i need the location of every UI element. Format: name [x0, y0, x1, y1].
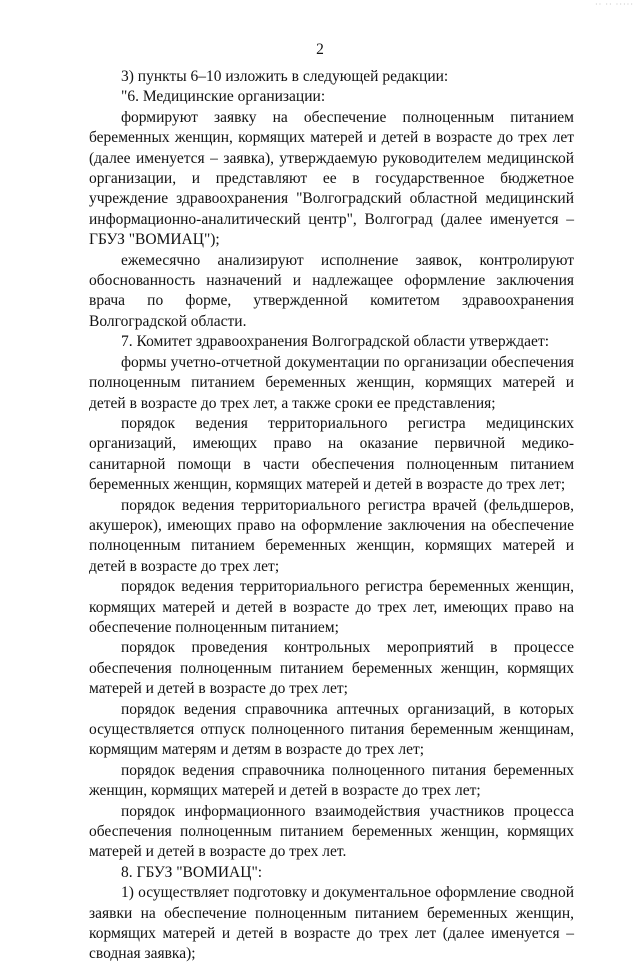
paragraph-section-6-heading: "6. Медицинские организации:	[121, 88, 326, 106]
paragraph-section-7-item-4: порядок ведения территориального регистра беременных женщин, кормящих матерей и детей в возрасте до трех лет, имеющих право на обеспечение полноценным питанием;	[89, 578, 574, 636]
paragraph-section-7-item-6: порядок ведения справочника аптечных организаций, в которых осуществляется отпуск полноценного питания беременным женщинам, кормящим матерям и детям в возрасте до трех лет;	[89, 700, 574, 759]
paragraph-section-7-item-1: формы учетно-отчетной документации по организации обеспечения полноценным питанием беременных женщин, кормящих матерей и детей в возрасте до трех лет, а также сроки ее представления;	[89, 353, 574, 412]
paragraph-section-7-heading: 7. Комитет здравоохранения Волгоградской области утверждает:	[121, 333, 550, 351]
paragraph-section-8-item-1: 1) осуществляет подготовку и документальное оформление сводной заявки на обеспечение полноценным питанием беременных женщин, кормящих матерей и детей в возрасте до трех лет (далее именуется – сводная заявка);	[89, 884, 574, 963]
paragraph-section-6-item-1: формируют заявку на обеспечение полноценным питанием беременных женщин, кормящих матерей и детей в возрасте до трех лет (далее именуется – заявка), утверждаемую руководителем медицинской организации, и представляют ее в государственное бюджетное учреждение здравоохранения "Волгоградский областной медицинский информационно-аналитический центр", Волгоград (далее именуется – ГБУЗ "ВОМИАЦ");	[89, 108, 574, 249]
paragraph-amendment-intro: 3) пункты 6–10 изложить в следующей редакции:	[121, 68, 449, 85]
paragraph-section-7-item-8: порядок информационного взаимодействия участников процесса обеспечения полноценным питанием беременных женщин, кормящих матерей и детей в возрасте до трех лет.	[89, 802, 574, 861]
paragraph-section-8-heading: 8. ГБУЗ "ВОМИАЦ":	[121, 863, 263, 881]
corner-mark: ·· ·· ·····	[595, 0, 634, 9]
page-number: 2	[316, 41, 324, 58]
paragraph-section-7-item-3: порядок ведения территориального регистра врачей (фельдшеров, акушерок), имеющих право на оформление заключения на обеспечение полноценным питанием беременных женщин, кормящих матерей и детей в возрасте до трех лет;	[89, 496, 574, 575]
paragraph-section-7-item-7: порядок ведения справочника полноценного питания беременных женщин, кормящих матерей и детей в возрасте до трех лет;	[89, 761, 574, 800]
paragraph-section-7-item-5: порядок проведения контрольных мероприятий в процессе обеспечения полноценным питанием беременных женщин, кормящих матерей и детей в возрасте до трех лет;	[89, 639, 574, 698]
paragraph-section-6-item-2: ежемесячно анализируют исполнение заявок, контролируют обоснованность назначений и надлежащее оформление заключения врача по форме, утвержденной комитетом здравоохранения Волгоградской области.	[89, 251, 574, 330]
document-body	[89, 67, 574, 965]
paragraph-section-7-item-2: порядок ведения территориального регистра медицинских организаций, имеющих право на оказание первичной медико-санитарной помощи в части обеспечения полноценным питанием беременных женщин, кормящих матерей и детей в возрасте до трех лет;	[89, 414, 574, 494]
